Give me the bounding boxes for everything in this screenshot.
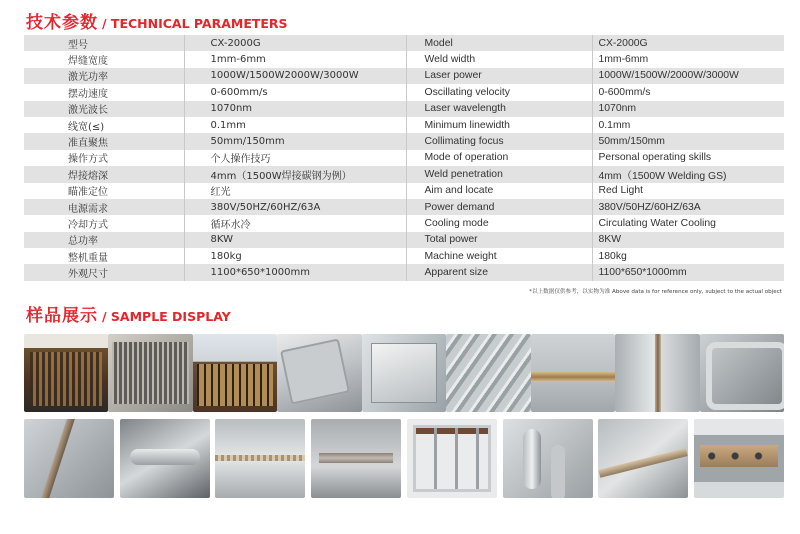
parameter-row <box>24 232 784 248</box>
parameter-row <box>24 51 784 67</box>
parameter-row <box>24 101 784 117</box>
technical-parameters-heading <box>26 8 288 33</box>
param-label-en: Aim and locate <box>406 183 592 199</box>
param-label-zh: 摆动速度 <box>24 84 184 100</box>
param-value-zh: 380V/50HZ/60HZ/63A <box>184 199 406 215</box>
sample-photo-row-2 <box>24 419 784 498</box>
sample-photo <box>700 334 784 412</box>
sample-photo <box>277 334 361 412</box>
param-value-zh: 循环水冷 <box>184 215 406 231</box>
parameter-row <box>24 150 784 166</box>
param-label-en: Weld width <box>406 51 592 67</box>
param-label-en: Power demand <box>406 199 592 215</box>
param-label-en: Machine weight <box>406 248 592 264</box>
sample-photo <box>24 419 114 498</box>
param-value-zh: CX-2000G <box>184 35 406 51</box>
param-label-en: Collimating focus <box>406 133 592 149</box>
param-label-en: Weld penetration <box>406 166 592 182</box>
param-value-en: 4mm（1500W Welding GS) <box>592 166 784 182</box>
param-value-en: 0.1mm <box>592 117 784 133</box>
sample-photo <box>108 334 192 412</box>
param-value-zh: 1070nm <box>184 101 406 117</box>
param-value-zh: 50mm/150mm <box>184 133 406 149</box>
param-label-zh: 准直聚焦 <box>24 133 184 149</box>
param-label-en: Mode of operation <box>406 150 592 166</box>
param-value-en: 1100*650*1000mm <box>592 264 784 280</box>
param-label-en: Oscillating velocity <box>406 84 592 100</box>
param-value-en: 50mm/150mm <box>592 133 784 149</box>
param-value-en: 0-600mm/s <box>592 84 784 100</box>
param-value-zh: 180kg <box>184 248 406 264</box>
param-value-en: CX-2000G <box>592 35 784 51</box>
parameter-row <box>24 199 784 215</box>
param-value-zh: 1100*650*1000mm <box>184 264 406 280</box>
param-label-zh: 瞄准定位 <box>24 183 184 199</box>
parameter-row <box>24 35 784 51</box>
param-label-zh: 激光功率 <box>24 68 184 84</box>
param-label-zh: 外观尺寸 <box>24 264 184 280</box>
parameters-table <box>24 35 784 281</box>
sample-photo <box>531 334 615 412</box>
param-value-en: Red Light <box>592 183 784 199</box>
sample-photo <box>362 334 446 412</box>
heading-english: / SAMPLE DISPLAY <box>102 309 231 324</box>
param-value-en: 1mm-6mm <box>592 51 784 67</box>
param-value-en: Personal operating skills <box>592 150 784 166</box>
sample-photo <box>615 334 699 412</box>
param-label-zh: 冷却方式 <box>24 215 184 231</box>
parameter-row <box>24 166 784 182</box>
param-value-zh: 1mm-6mm <box>184 51 406 67</box>
param-value-en: 180kg <box>592 248 784 264</box>
sample-photo <box>215 419 305 498</box>
param-label-en: Model <box>406 35 592 51</box>
param-value-zh: 个人操作技巧 <box>184 150 406 166</box>
param-label-en: Laser wavelength <box>406 101 592 117</box>
param-value-en: Circulating Water Cooling <box>592 215 784 231</box>
sample-photo <box>120 419 210 498</box>
param-label-en: Apparent size <box>406 264 592 280</box>
sample-photo <box>446 334 530 412</box>
parameter-row <box>24 215 784 231</box>
param-label-zh: 电源需求 <box>24 199 184 215</box>
param-value-en: 1070nm <box>592 101 784 117</box>
param-label-en: Total power <box>406 232 592 248</box>
parameter-row <box>24 183 784 199</box>
parameter-row <box>24 68 784 84</box>
param-label-zh: 焊接熔深 <box>24 166 184 182</box>
param-label-zh: 整机重量 <box>24 248 184 264</box>
param-label-en: Minimum linewidth <box>406 117 592 133</box>
parameter-row <box>24 248 784 264</box>
param-value-zh: 4mm（1500W焊接碳钢为例） <box>184 166 406 182</box>
sample-photo <box>193 334 277 412</box>
reference-footnote: *以上数据仅供参考，以实物为准 Above data is for reference only, subject to the actual object <box>529 289 782 295</box>
parameter-row <box>24 264 784 280</box>
param-value-zh: 红光 <box>184 183 406 199</box>
sample-photo-row-1 <box>24 334 784 412</box>
param-value-en: 1000W/1500W/2000W/3000W <box>592 68 784 84</box>
parameter-row <box>24 117 784 133</box>
param-label-zh: 总功率 <box>24 232 184 248</box>
sample-photo <box>24 334 108 412</box>
sample-photo <box>311 419 401 498</box>
sample-display-heading <box>26 301 231 326</box>
parameter-row <box>24 133 784 149</box>
sample-photo <box>407 419 497 498</box>
sample-photo <box>598 419 688 498</box>
param-label-zh: 焊缝宽度 <box>24 51 184 67</box>
param-label-zh: 激光波长 <box>24 101 184 117</box>
param-label-zh: 线宽(≤) <box>24 117 184 133</box>
param-value-en: 8KW <box>592 232 784 248</box>
param-value-zh: 0.1mm <box>184 117 406 133</box>
heading-chinese: 技术参数 <box>26 13 98 33</box>
parameter-row <box>24 84 784 100</box>
sample-photo <box>694 419 784 498</box>
param-value-zh: 0-600mm/s <box>184 84 406 100</box>
param-value-en: 380V/50HZ/60HZ/63A <box>592 199 784 215</box>
param-label-zh: 操作方式 <box>24 150 184 166</box>
param-label-en: Laser power <box>406 68 592 84</box>
sample-photo <box>503 419 593 498</box>
param-label-en: Cooling mode <box>406 215 592 231</box>
param-value-zh: 1000W/1500W2000W/3000W <box>184 68 406 84</box>
heading-english: / TECHNICAL PARAMETERS <box>102 16 288 31</box>
param-label-zh: 型号 <box>24 35 184 51</box>
param-value-zh: 8KW <box>184 232 406 248</box>
heading-chinese: 样品展示 <box>26 306 98 326</box>
